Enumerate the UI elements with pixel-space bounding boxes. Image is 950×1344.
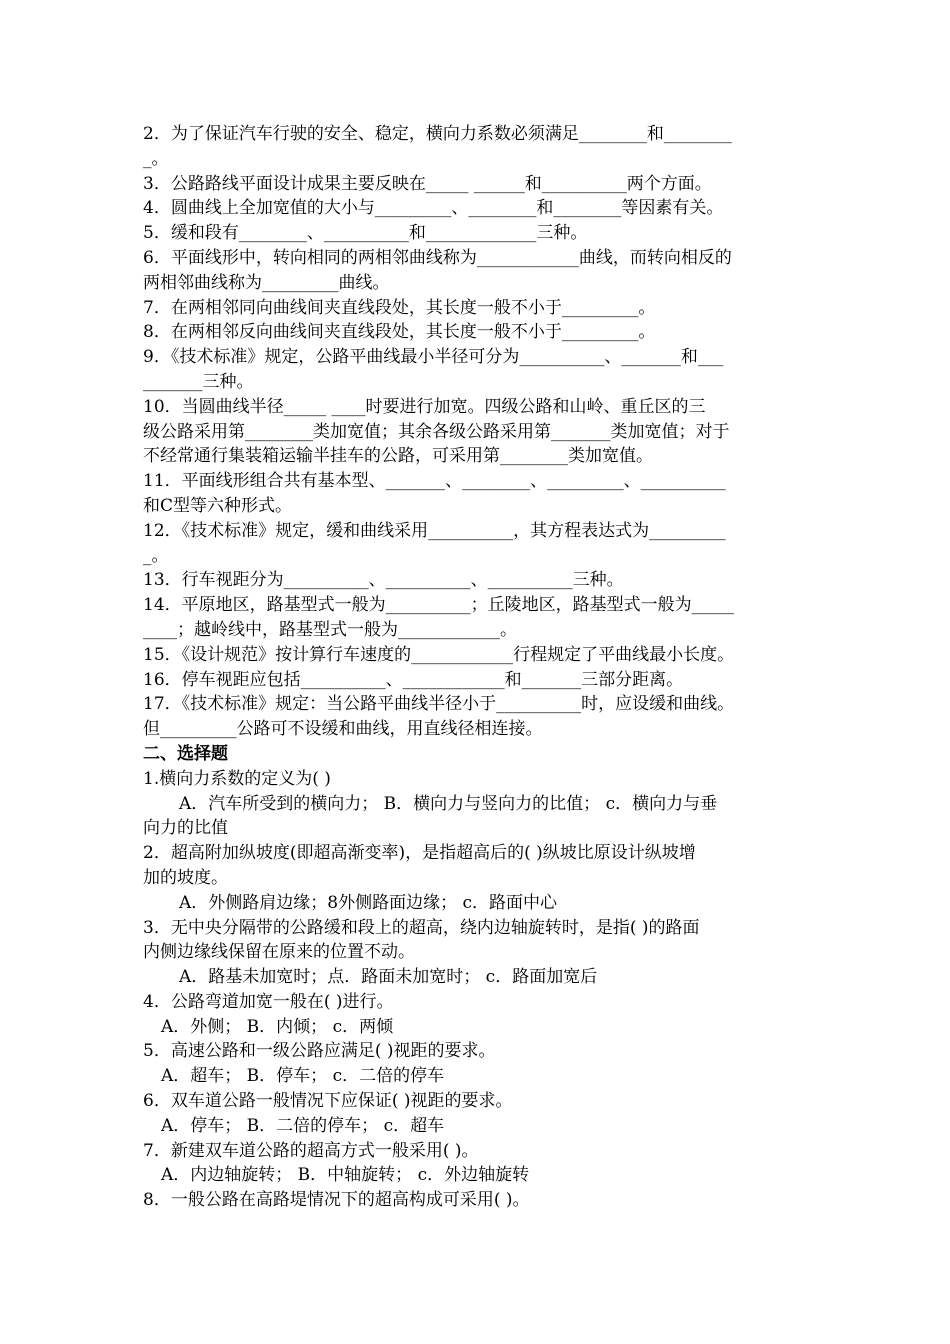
question-line: 7．新建双车道公路的超高方式一般采用( )。 <box>143 1140 479 1161</box>
option-line: A．汽车所受到的横向力； B．横向力与竖向力的比值； c．横向力与垂 <box>179 793 718 814</box>
text-line: 两相邻曲线称为_________曲线。 <box>143 272 390 293</box>
option-line: A．内边轴旋转； B．中轴旋转； c．外边轴旋转 <box>161 1165 530 1186</box>
text-line: 级公路采用第________类加宽值；其余各级公路采用第_______类加宽值；对于 <box>143 421 730 442</box>
text-line: 内侧边缘线保留在原来的位置不动。 <box>143 942 415 963</box>
text-line: 9．《技术标准》规定，公路平曲线最小半径可分为__________、_______和___ <box>143 347 724 368</box>
option-line: A．外侧路肩边缘；8外侧路面边缘； c．路面中心 <box>179 892 558 913</box>
option-line: A．路基未加宽时；点．路面未加宽时； c．路面加宽后 <box>179 967 598 988</box>
text-line: 6．平面线形中，转向相同的两相邻曲线称为____________曲线，而转向相反的 <box>143 247 732 268</box>
text-line: _。 <box>143 545 169 566</box>
text-line: 不经常通行集装箱运输半挂车的公路，可采用第________类加宽值。 <box>143 446 653 467</box>
question-line: 8．一般公路在高路堤情况下的超高构成可采用( )。 <box>143 1190 530 1211</box>
question-line: 6．双车道公路一般情况下应保证( )视距的要求。 <box>143 1091 513 1112</box>
text-line: 13．行车视距分为__________、__________、__________三种。 <box>143 570 624 591</box>
text-line: ____；越岭线中，路基型式一般为____________。 <box>143 619 517 640</box>
text-line: 加的坡度。 <box>143 867 228 888</box>
question-line: 2．超高附加纵坡度(即超高渐变率)，是指超高后的( )纵坡比原设计纵坡增 <box>143 843 696 864</box>
text-line: 向力的比值 <box>143 818 228 839</box>
text-line: 7．在两相邻同向曲线间夹直线段处，其长度一般不小于_________。 <box>143 297 656 318</box>
section-heading: 二、选择题 <box>143 743 228 764</box>
text-line: 5．缓和段有________、__________和_____________三种。 <box>143 223 588 244</box>
question-line: 3．无中央分隔带的公路缓和段上的超高，绕内边轴旋转时，是指( )的路面 <box>143 917 700 938</box>
text-line: 11．平面线形组合共有基本型、_______、________、_________、__________ <box>143 471 726 492</box>
option-line: A．停车； B．二倍的停车； c．超车 <box>161 1115 445 1136</box>
option-line: A．超车； B．停车； c．二倍的停车 <box>161 1066 445 1087</box>
document-page <box>143 122 815 1213</box>
text-line: 3．公路路线平面设计成果主要反映在_____ ______和__________两个方面。 <box>143 173 712 194</box>
option-line: A．外侧； B．内倾； c．两倾 <box>161 1016 394 1037</box>
text-line: 17．《技术标准》规定：当公路平曲线半径小于__________时，应设缓和曲线。 <box>143 694 735 715</box>
text-line: 14．平原地区，路基型式一般为__________；丘陵地区，路基型式一般为_____ <box>143 595 735 616</box>
text-line: 16．停车视距应包括__________、____________和_______三部分距离。 <box>143 669 684 690</box>
text-line: 4．圆曲线上全加宽值的大小与_________、________和________等因素有关。 <box>143 198 724 219</box>
text-line: 12．《技术标准》规定，缓和曲线采用__________，其方程表达式为_________ <box>143 520 726 541</box>
text-line: 10．当圆曲线半径_____ ____时要进行加宽。四级公路和山岭、重丘区的三 <box>143 396 706 417</box>
text-line: 和C型等六种形式。 <box>143 495 293 516</box>
text-line: 但_________公路可不设缓和曲线，用直线径相连接。 <box>143 719 543 740</box>
text-line: _______三种。 <box>143 371 254 392</box>
text-line: 8．在两相邻反向曲线间夹直线段处，其长度一般不小于_________。 <box>143 322 656 343</box>
question-line: 4．公路弯道加宽一般在( )进行。 <box>143 991 394 1012</box>
text-line: 2．为了保证汽车行驶的安全、稳定，横向力系数必须满足________和________ <box>143 124 732 144</box>
text-line: _。 <box>143 148 169 169</box>
text-line: 15．《设计规范》按计算行车速度的____________行程规定了平曲线最小长度。 <box>143 644 735 665</box>
question-line: 5．高速公路和一级公路应满足( )视距的要求。 <box>143 1041 496 1062</box>
question-line: 1.横向力系数的定义为( ) <box>143 768 331 789</box>
